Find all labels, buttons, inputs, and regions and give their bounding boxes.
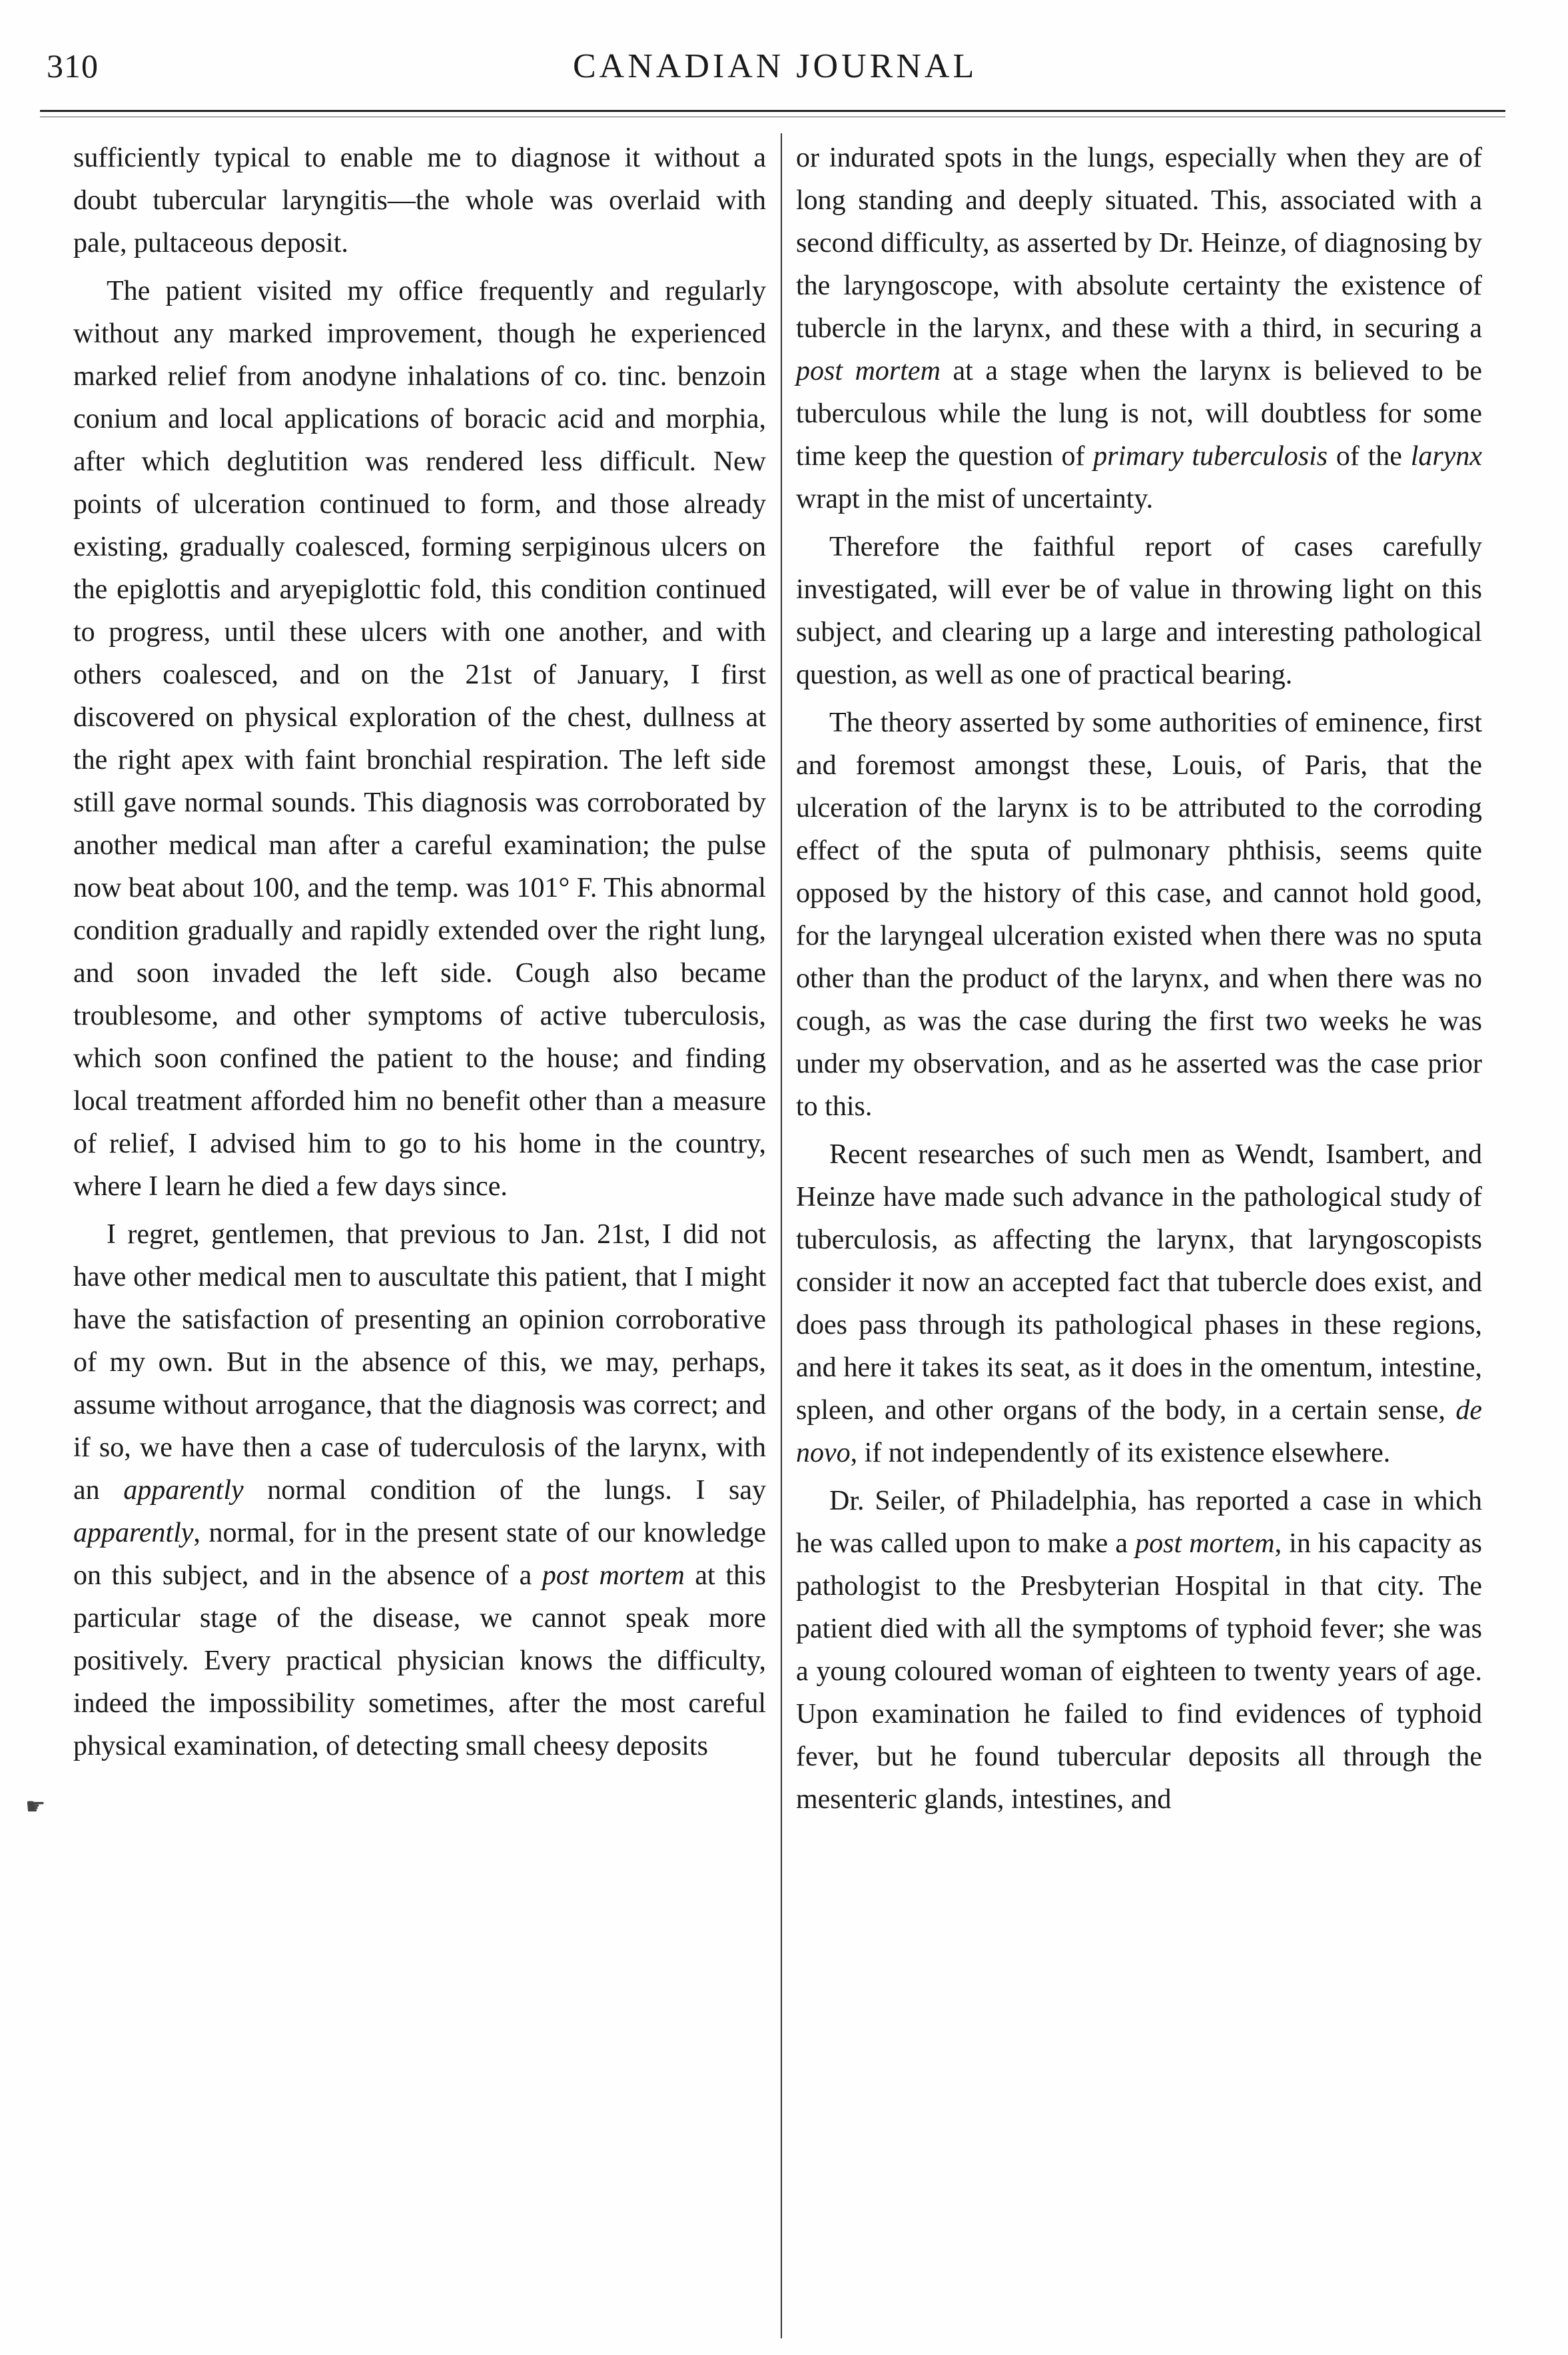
text-run: Recent researches of such men as Wendt, Isambert, and Heinze have made such advance in the pathological study of tuberculosis, as affecting the larynx, that laryngoscopists consider it now an accepted fact that tubercle does exist, and does pass through its pathological phases in these regions, and here it takes its seat, as it does in the omentum, intestine, spleen, and other organs of the body, in a certain sense, [796,1139,1482,1426]
text-run: Dr. Seiler, of Philadelphia, has reported a case in which he was called upon to make a [796,1486,1482,1559]
emphasis-post-mortem: post mortem [796,356,941,386]
pointing-hand-icon: ☛ [25,1793,46,1820]
text-run: , if not independently of its existence elsewhere. [850,1438,1391,1468]
right-paragraph-1 [796,137,1482,520]
right-paragraph-4 [796,1133,1482,1474]
emphasis-apparently: apparently [73,1518,194,1548]
text-run: of the [1328,441,1411,472]
right-paragraph-5 [796,1480,1482,1821]
right-paragraph-3: The theory asserted by some authorities of eminence, first and foremost amongst these, Louis, of Paris, that the ulceration of the larynx is to be attributed to the corroding effect of the sputa of pulmonary phthisis, seems quite opposed by the history of this case, and cannot hold good, for the laryngeal ulceration existed when there was no sputa other than the product of the larynx, and when there was no cough, as was the case during the first two weeks he was under my observation, and as he asserted was the case prior to this. [796,707,1482,1122]
text-run: at a stage when the larynx is believed to be tuberculous while the lung is not, will doubtless for some time keep the question of [796,356,1482,472]
header-rule [40,110,1505,112]
page-number: 310 [47,47,99,85]
emphasis-de-novo: de novo [796,1395,1482,1468]
text-run: at this particular stage of the disease, we cannot speak more positively. Every practical physician knows the difficulty, indeed the impossibility sometimes, after the most careful physical examination, of detecting small cheesy deposits [73,1560,766,1761]
left-paragraph-2: The patient visited my office frequently and regularly without any marked improvement, though he experienced marked relief from anodyne inhalations of co. tinc. benzoin conium and local applications of boracic acid and morphia, after which deglutition was rendered less difficult. New points of ulceration continued to form, and those already existing, gradually coalesced, forming serpiginous ulcers on the epiglottis and aryepiglottic fold, this condition continued to progress, until these ulcers with one another, and with others coalesced, and on the 21st of January, I first discovered on physical exploration of the chest, dullness at the right apex with faint bronchial respiration. The left side still gave normal sounds. This diagnosis was corroborated by another medical man after a careful examination; the pulse now beat about 100, and the temp. was 101° F. This abnormal condition gradually and rapidly extended over the right lung, and soon invaded the left side. Cough also became troublesome, and other symptoms of active tuberculosis, which soon confined the patient to the house; and finding local treatment afforded him no benefit other than a measure of relief, I advised him to go to his home in the country, where I learn he died a few days since. [73,276,766,1202]
text-run: I regret, gentlemen, that previous to Jan. 21st, I did not have other medical men to auscultate this patient, that I might have the satisfaction of presenting an opinion corroborative of my own. But in the absence of this, we may, perhaps, assume without arrogance, that the diagnosis was correct; and if so, we have then a case of tuderculosis of the larynx, with an [73,1219,766,1506]
running-head [40,47,1505,100]
emphasis-apparently: apparently [123,1475,244,1506]
emphasis-post-mortem: post mortem [1135,1528,1275,1559]
journal-title: CANADIAN JOURNAL [573,47,978,85]
emphasis-primary-tuberculosis: primary tuberculosis [1093,441,1328,472]
text-run: , in his capacity as pathologist to the Presbyterian Hospital in that city. The patient died with all the symptoms of typhoid fever; she was a young coloured woman of eighteen to twenty years of age. Upon examination he failed to find evidences of typhoid fever, but he found tubercular deposits all through the mesenteric glands, intestines, and [796,1528,1483,1815]
left-paragraph-3 [73,1213,766,1767]
text-run: or indurated spots in the lungs, especially when they are of long standing and deeply situated. This, associated with a second difficulty, as asserted by Dr. Heinze, of diagnosing by the laryngoscope, with absolute certainty the existence of tubercle in the larynx, and these with a third, in securing a [796,143,1482,344]
right-column [796,137,1482,1821]
left-paragraph-1: sufficiently typical to enable me to diagnose it without a doubt tubercular laryngitis—the whole was overlaid with pale, pultaceous deposit. [73,143,766,258]
right-paragraph-2: Therefore the faithful report of cases carefully investigated, will ever be of value in throwing light on this subject, and clearing up a large and interesting pathological question, as well as one of practical bearing. [796,532,1482,690]
text-run: , normal, for in the present state of our knowledge on this subject, and in the absence of a [73,1518,766,1591]
left-column [73,137,766,1767]
emphasis-larynx: larynx [1410,441,1482,472]
column-divider [781,133,782,2338]
text-run: wrapt in the mist of uncertainty. [796,484,1154,514]
text-run: normal condition of the lungs. I say [243,1475,766,1506]
emphasis-post-mortem: post mortem [542,1560,685,1591]
